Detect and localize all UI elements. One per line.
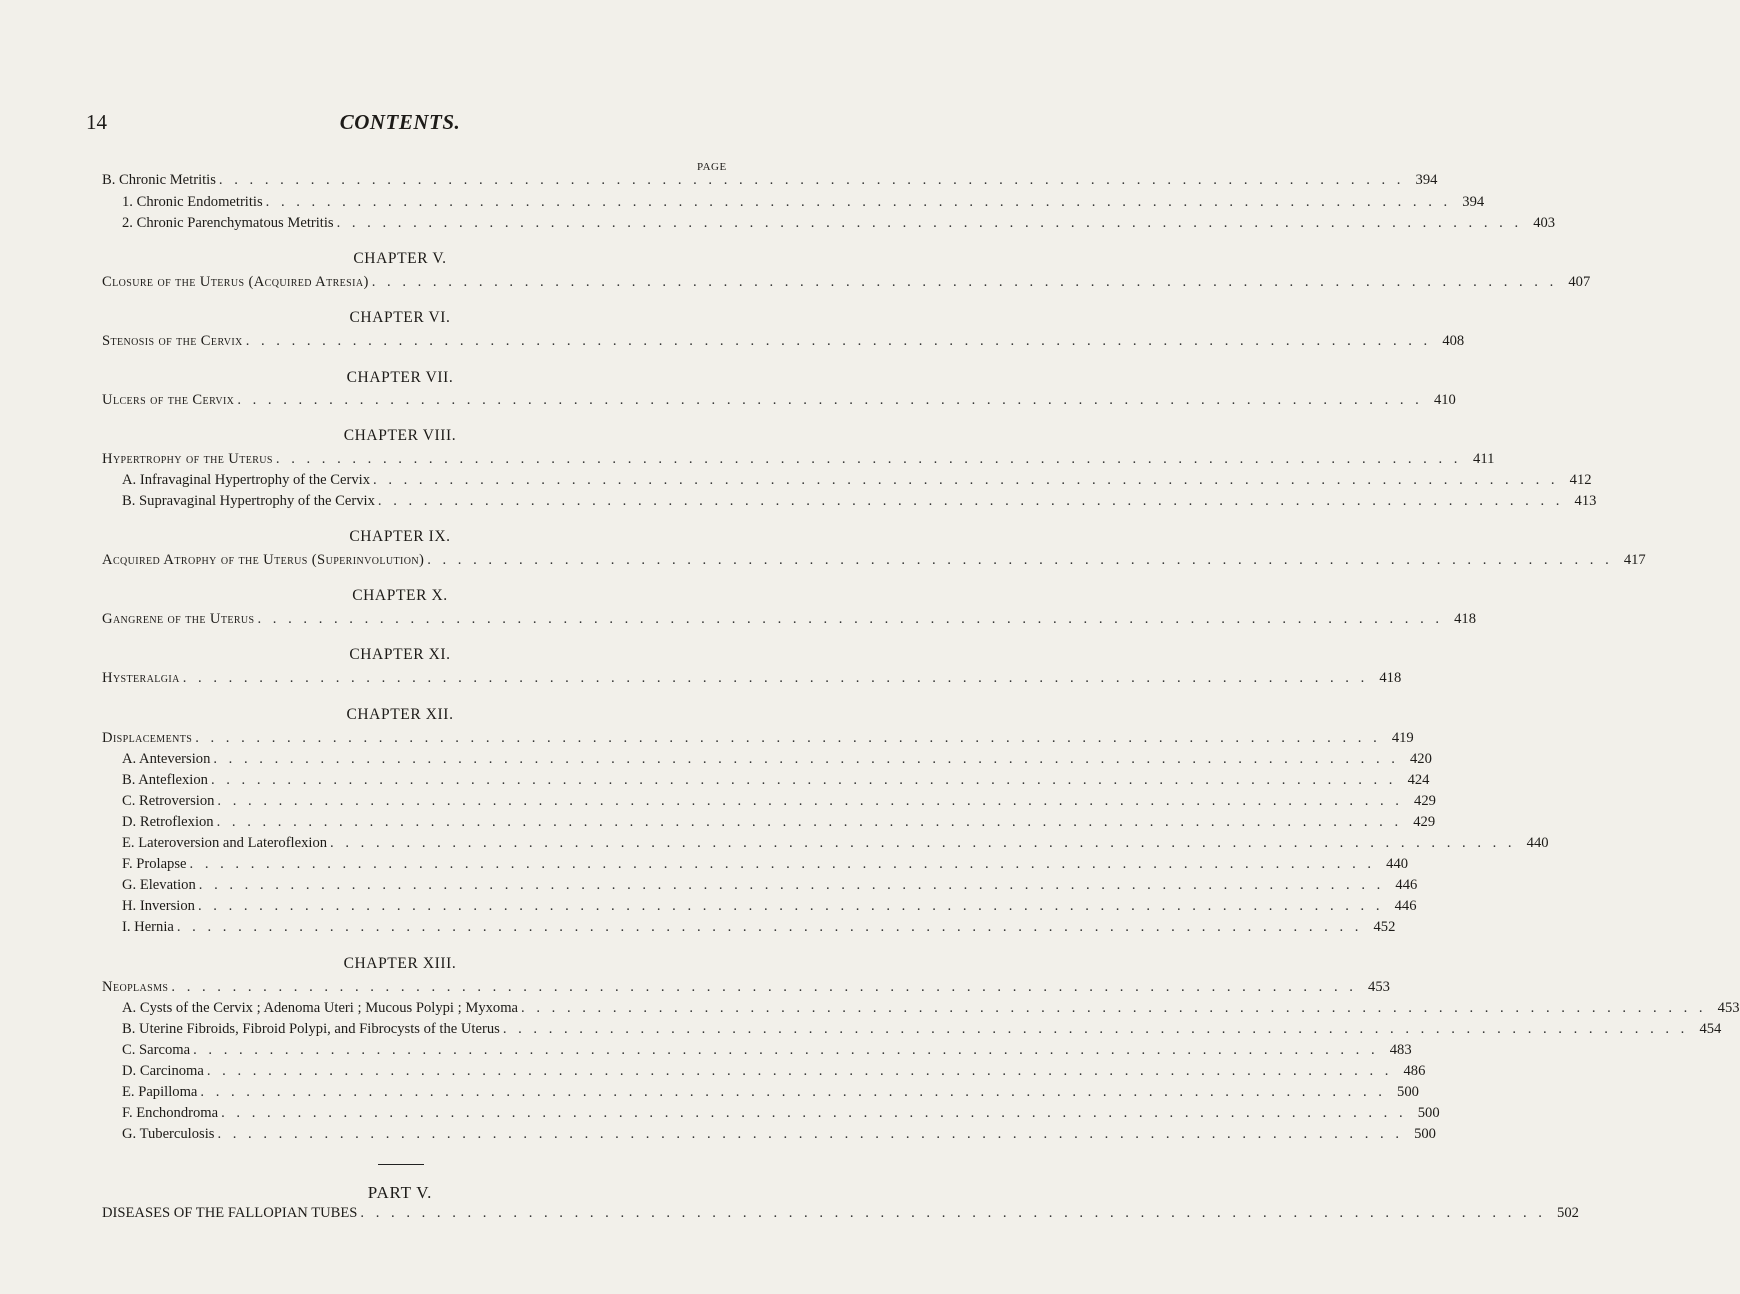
toc-entry-title: E. Lateroversion and Lateroflexion bbox=[122, 835, 328, 851]
toc-entry bbox=[102, 392, 1456, 412]
toc-entry-page: 500 bbox=[1397, 1084, 1419, 1100]
toc-entry bbox=[102, 979, 1390, 999]
dot-leader: . . . . . . . . . . . . . . . . . . . . . . . . . . . . . . . . . . . . . . . . . . . . . . . . . . . . . . . . . . . . . . . . . . . . . . . . . . . . . . bbox=[521, 1000, 1707, 1016]
toc-entry-page: 419 bbox=[1391, 730, 1414, 746]
toc-entry-page: 502 bbox=[1557, 1205, 1579, 1221]
toc-entry-page: 418 bbox=[1454, 611, 1477, 627]
toc-entry-title: F. Prolapse bbox=[122, 856, 187, 872]
toc-entry bbox=[122, 751, 1432, 771]
toc-entry-title: B. Chronic Metritis bbox=[102, 172, 216, 188]
toc-entry-page: 429 bbox=[1413, 814, 1436, 830]
dot-leader: . . . . . . . . . . . . . . . . . . . . . . . . . . . . . . . . . . . . . . . . . . . . . . . . . . . . . . . . . . . . . . . . . . . . . . . . . . . . . . bbox=[336, 215, 1523, 231]
dot-leader: . . . . . . . . . . . . . . . . . . . . . . . . . . . . . . . . . . . . . . . . . . . . . . . . . . . . . . . . . . . . . . . . . . . . . . . . . . . . . . bbox=[182, 670, 1369, 686]
toc-entry-page: 500 bbox=[1417, 1105, 1440, 1121]
toc-entry-page: 446 bbox=[1394, 898, 1417, 914]
dot-leader: . . . . . . . . . . . . . . . . . . . . . . . . . . . . . . . . . . . . . . . . . . . . . . . . . . . . . . . . . . . . . . . . . . . . . . . . . . . . . . bbox=[206, 1063, 1393, 1079]
toc-entry-page: 453 bbox=[1368, 979, 1390, 995]
chapter-heading: CHAPTER VI. bbox=[349, 309, 451, 326]
toc-entry bbox=[102, 333, 1465, 353]
toc-entry-title: E. Papilloma bbox=[122, 1084, 198, 1100]
toc-entry bbox=[122, 835, 1549, 855]
toc-entry-title: G. Tuberculosis bbox=[122, 1126, 215, 1142]
dot-leader: . . . . . . . . . . . . . . . . . . . . . . . . . . . . . . . . . . . . . . . . . . . . . . . . . . . . . . . . . . . . . . . . . . . . . . . . . . . . . . bbox=[275, 451, 1462, 467]
toc-entry bbox=[122, 194, 1485, 214]
dot-leader: . . . . . . . . . . . . . . . . . . . . . . . . . . . . . . . . . . . . . . . . . . . . . . . . . . . . . . . . . . . . . . . . . . . . . . . . . . . . . . bbox=[257, 611, 1444, 627]
toc-entry-page: 440 bbox=[1386, 856, 1409, 872]
toc-entry-page: 408 bbox=[1442, 333, 1465, 349]
chapter-heading: CHAPTER XII. bbox=[346, 706, 454, 723]
toc-entry-title: D. Retroflexion bbox=[122, 814, 214, 830]
toc-entry bbox=[122, 898, 1417, 918]
toc-entry-page: 452 bbox=[1373, 919, 1396, 935]
dot-leader: . . . . . . . . . . . . . . . . . . . . . . . . . . . . . . . . . . . . . . . . . . . . . . . . . . . . . . . . . . . . . . . . . . . . . . . . . . . . . . bbox=[330, 835, 1516, 851]
toc-entry bbox=[122, 493, 1597, 513]
toc-entry-title: 1. Chronic Endometritis bbox=[122, 194, 263, 210]
dot-leader: . . . . . . . . . . . . . . . . . . . . . . . . . . . . . . . . . . . . . . . . . . . . . . . . . . . . . . . . . . . . . . . . . . . . . . . . . . . . . . bbox=[217, 1126, 1403, 1142]
toc-entry-page: 412 bbox=[1569, 472, 1592, 488]
toc-entry bbox=[102, 172, 1438, 192]
running-title: CONTENTS. bbox=[339, 110, 461, 134]
dot-leader: . . . . . . . . . . . . . . . . . . . . . . . . . . . . . . . . . . . . . . . . . . . . . . . . . . . . . . . . . . . . . . . . . . . . . . . . . . . . . . bbox=[427, 552, 1613, 568]
toc-entry bbox=[122, 1042, 1412, 1062]
toc-entry-title: Neoplasms bbox=[102, 979, 169, 995]
toc-entry bbox=[102, 1205, 1579, 1225]
toc-entry-page: 424 bbox=[1407, 772, 1430, 788]
dot-leader: . . . . . . . . . . . . . . . . . . . . . . . . . . . . . . . . . . . . . . . . . . . . . . . . . . . . . . . . . . . . . . . . . . . . . . . . . . . . . . bbox=[221, 1105, 1407, 1121]
toc-entry bbox=[102, 670, 1402, 690]
dot-leader: . . . . . . . . . . . . . . . . . . . . . . . . . . . . . . . . . . . . . . . . . . . . . . . . . . . . . . . . . . . . . . . . . . . . . . . . . . . . . . bbox=[200, 1084, 1386, 1100]
toc-entry bbox=[102, 611, 1477, 631]
toc-entry-title: B. Supravaginal Hypertrophy of the Cervix bbox=[122, 493, 375, 509]
toc-entry-page: 446 bbox=[1395, 877, 1418, 893]
toc-entry-page: 410 bbox=[1433, 392, 1456, 408]
toc-entry-page: 440 bbox=[1526, 835, 1549, 851]
part-heading: PART V. bbox=[367, 1183, 433, 1202]
toc-entry bbox=[122, 1063, 1426, 1083]
page-column-label: PAGE bbox=[697, 161, 727, 173]
dot-leader: . . . . . . . . . . . . . . . . . . . . . . . . . . . . . . . . . . . . . . . . . . . . . . . . . . . . . . . . . . . . . . . . . . . . . . . . . . . . . . bbox=[176, 919, 1363, 935]
toc-entry bbox=[102, 730, 1414, 750]
toc-entry-page: 453 bbox=[1717, 1000, 1740, 1016]
chapter-heading: CHAPTER IX. bbox=[349, 528, 451, 545]
dot-leader: . . . . . . . . . . . . . . . . . . . . . . . . . . . . . . . . . . . . . . . . . . . . . . . . . . . . . . . . . . . . . . . . . . . . . . . . . . . . . . bbox=[198, 877, 1385, 893]
toc-entry bbox=[122, 877, 1418, 897]
toc-entry-title: G. Elevation bbox=[122, 877, 196, 893]
toc-entry-title: I. Hernia bbox=[122, 919, 174, 935]
toc-entry-page: 486 bbox=[1403, 1063, 1426, 1079]
toc-entry bbox=[102, 552, 1646, 572]
toc-entry-page: 454 bbox=[1699, 1021, 1722, 1037]
toc-entry-page: 407 bbox=[1568, 274, 1591, 290]
chapter-heading: CHAPTER XI. bbox=[349, 646, 451, 663]
toc-entry bbox=[122, 856, 1409, 876]
dot-leader: . . . . . . . . . . . . . . . . . . . . . . . . . . . . . . . . . . . . . . . . . . . . . . . . . . . . . . . . . . . . . . . . . . . . . . . . . . . . . . bbox=[195, 730, 1381, 746]
toc-entry bbox=[122, 793, 1436, 813]
toc-entry-title: Displacements bbox=[102, 730, 193, 746]
chapter-heading: CHAPTER X. bbox=[352, 587, 448, 604]
dot-leader: . . . . . . . . . . . . . . . . . . . . . . . . . . . . . . . . . . . . . . . . . . . . . . . . . . . . . . . . . . . . . . . . . . . . . . . . . . . . . . bbox=[245, 333, 1432, 349]
dot-leader: . . . . . . . . . . . . . . . . . . . . . . . . . . . . . . . . . . . . . . . . . . . . . . . . . . . . . . . . . . . . . . . . . . . . . . . . . . . . . . bbox=[216, 814, 1403, 830]
toc-entry-page: 417 bbox=[1623, 552, 1646, 568]
toc-entry bbox=[122, 772, 1430, 792]
toc-entry-title: 2. Chronic Parenchymatous Metritis bbox=[122, 215, 334, 231]
toc-entry bbox=[122, 1126, 1436, 1146]
toc-entry bbox=[122, 472, 1592, 492]
dot-leader: . . . . . . . . . . . . . . . . . . . . . . . . . . . . . . . . . . . . . . . . . . . . . . . . . . . . . . . . . . . . . . . . . . . . . . . . . . . . . . bbox=[197, 898, 1384, 914]
dot-leader: . . . . . . . . . . . . . . . . . . . . . . . . . . . . . . . . . . . . . . . . . . . . . . . . . . . . . . . . . . . . . . . . . . . . . . . . . . . . . . bbox=[502, 1021, 1689, 1037]
toc-entry-title: Hypertrophy of the Uterus bbox=[102, 451, 273, 467]
toc-entry bbox=[122, 1084, 1419, 1104]
dot-leader: . . . . . . . . . . . . . . . . . . . . . . . . . . . . . . . . . . . . . . . . . . . . . . . . . . . . . . . . . . . . . . . . . . . . . . . . . . . . . . bbox=[377, 493, 1564, 509]
dot-leader: . . . . . . . . . . . . . . . . . . . . . . . . . . . . . . . . . . . . . . . . . . . . . . . . . . . . . . . . . . . . . . . . . . . . . . . . . . . . . . bbox=[360, 1205, 1546, 1221]
dot-leader: . . . . . . . . . . . . . . . . . . . . . . . . . . . . . . . . . . . . . . . . . . . . . . . . . . . . . . . . . . . . . . . . . . . . . . . . . . . . . . bbox=[237, 392, 1423, 408]
toc-entry-page: 411 bbox=[1473, 451, 1495, 467]
toc-entry bbox=[122, 919, 1396, 939]
dot-leader: . . . . . . . . . . . . . . . . . . . . . . . . . . . . . . . . . . . . . . . . . . . . . . . . . . . . . . . . . . . . . . . . . . . . . . . . . . . . . . bbox=[189, 856, 1376, 872]
dot-leader: . . . . . . . . . . . . . . . . . . . . . . . . . . . . . . . . . . . . . . . . . . . . . . . . . . . . . . . . . . . . . . . . . . . . . . . . . . . . . . bbox=[218, 172, 1405, 188]
toc-entry bbox=[122, 1000, 1740, 1020]
toc-entry bbox=[122, 1105, 1440, 1125]
dot-leader: . . . . . . . . . . . . . . . . . . . . . . . . . . . . . . . . . . . . . . . . . . . . . . . . . . . . . . . . . . . . . . . . . . . . . . . . . . . . . . bbox=[210, 772, 1397, 788]
dot-leader: . . . . . . . . . . . . . . . . . . . . . . . . . . . . . . . . . . . . . . . . . . . . . . . . . . . . . . . . . . . . . . . . . . . . . . . . . . . . . . bbox=[217, 793, 1403, 809]
dot-leader: . . . . . . . . . . . . . . . . . . . . . . . . . . . . . . . . . . . . . . . . . . . . . . . . . . . . . . . . . . . . . . . . . . . . . . . . . . . . . . bbox=[213, 751, 1399, 767]
toc-entry-title: Closure of the Uterus (Acquired Atresia) bbox=[102, 274, 369, 290]
toc-entry-title: D. Carcinoma bbox=[122, 1063, 204, 1079]
toc-entry-title: A. Cysts of the Cervix ; Adenoma Uteri ; Mucous Polypi ; Myxoma bbox=[122, 1000, 519, 1016]
toc-entry bbox=[122, 215, 1556, 235]
chapter-heading: CHAPTER XIII. bbox=[343, 955, 457, 972]
toc-entry-title: A. Infravaginal Hypertrophy of the Cervix bbox=[122, 472, 371, 488]
toc-entry-title: Acquired Atrophy of the Uterus (Superinvolution) bbox=[102, 552, 425, 568]
toc-entry-title: A. Anteversion bbox=[122, 751, 211, 767]
dot-leader: . . . . . . . . . . . . . . . . . . . . . . . . . . . . . . . . . . . . . . . . . . . . . . . . . . . . . . . . . . . . . . . . . . . . . . . . . . . . . . bbox=[371, 274, 1558, 290]
toc-entry-title: Hysteralgia bbox=[102, 670, 180, 686]
toc-entry bbox=[122, 814, 1436, 834]
chapter-heading: CHAPTER VIII. bbox=[343, 427, 457, 444]
chapter-heading: CHAPTER VII. bbox=[346, 369, 454, 386]
section-divider bbox=[378, 1164, 424, 1165]
toc-entry bbox=[102, 451, 1495, 471]
dot-leader: . . . . . . . . . . . . . . . . . . . . . . . . . . . . . . . . . . . . . . . . . . . . . . . . . . . . . . . . . . . . . . . . . . . . . . . . . . . . . . bbox=[265, 194, 1452, 210]
dot-leader: . . . . . . . . . . . . . . . . . . . . . . . . . . . . . . . . . . . . . . . . . . . . . . . . . . . . . . . . . . . . . . . . . . . . . . . . . . . . . . bbox=[373, 472, 1559, 488]
toc-entry-page: 413 bbox=[1574, 493, 1597, 509]
toc-entry-title: Ulcers of the Cervix bbox=[102, 392, 235, 408]
toc-entry-page: 394 bbox=[1462, 194, 1485, 210]
toc-entry bbox=[122, 1021, 1722, 1041]
toc-entry-page: 429 bbox=[1414, 793, 1436, 809]
toc-entry-page: 394 bbox=[1415, 172, 1438, 188]
toc-entry bbox=[102, 274, 1591, 294]
toc-entry-page: 500 bbox=[1414, 1126, 1436, 1142]
toc-entry-title: F. Enchondroma bbox=[122, 1105, 219, 1121]
toc-entry-title: Stenosis of the Cervix bbox=[102, 333, 243, 349]
page-number: 14 bbox=[86, 110, 107, 134]
dot-leader: . . . . . . . . . . . . . . . . . . . . . . . . . . . . . . . . . . . . . . . . . . . . . . . . . . . . . . . . . . . . . . . . . . . . . . . . . . . . . . bbox=[171, 979, 1357, 995]
toc-entry-page: 483 bbox=[1389, 1042, 1412, 1058]
toc-entry-title: H. Inversion bbox=[122, 898, 195, 914]
toc-entry-title: Gangrene of the Uterus bbox=[102, 611, 255, 627]
toc-entry-page: 418 bbox=[1379, 670, 1402, 686]
toc-entry-page: 420 bbox=[1410, 751, 1432, 767]
toc-entry-title: C. Retroversion bbox=[122, 793, 215, 809]
toc-entry-title: B. Anteflexion bbox=[122, 772, 208, 788]
toc-entry-page: 403 bbox=[1533, 215, 1556, 231]
toc-entry-title: C. Sarcoma bbox=[122, 1042, 191, 1058]
chapter-heading: CHAPTER V. bbox=[353, 250, 447, 267]
toc-entry-title: B. Uterine Fibroids, Fibroid Polypi, and Fibrocysts of the Uterus bbox=[122, 1021, 500, 1037]
toc-entry-title: DISEASES OF THE FALLOPIAN TUBES bbox=[102, 1205, 358, 1221]
page-header bbox=[0, 110, 800, 140]
dot-leader: . . . . . . . . . . . . . . . . . . . . . . . . . . . . . . . . . . . . . . . . . . . . . . . . . . . . . . . . . . . . . . . . . . . . . . . . . . . . . . bbox=[193, 1042, 1379, 1058]
